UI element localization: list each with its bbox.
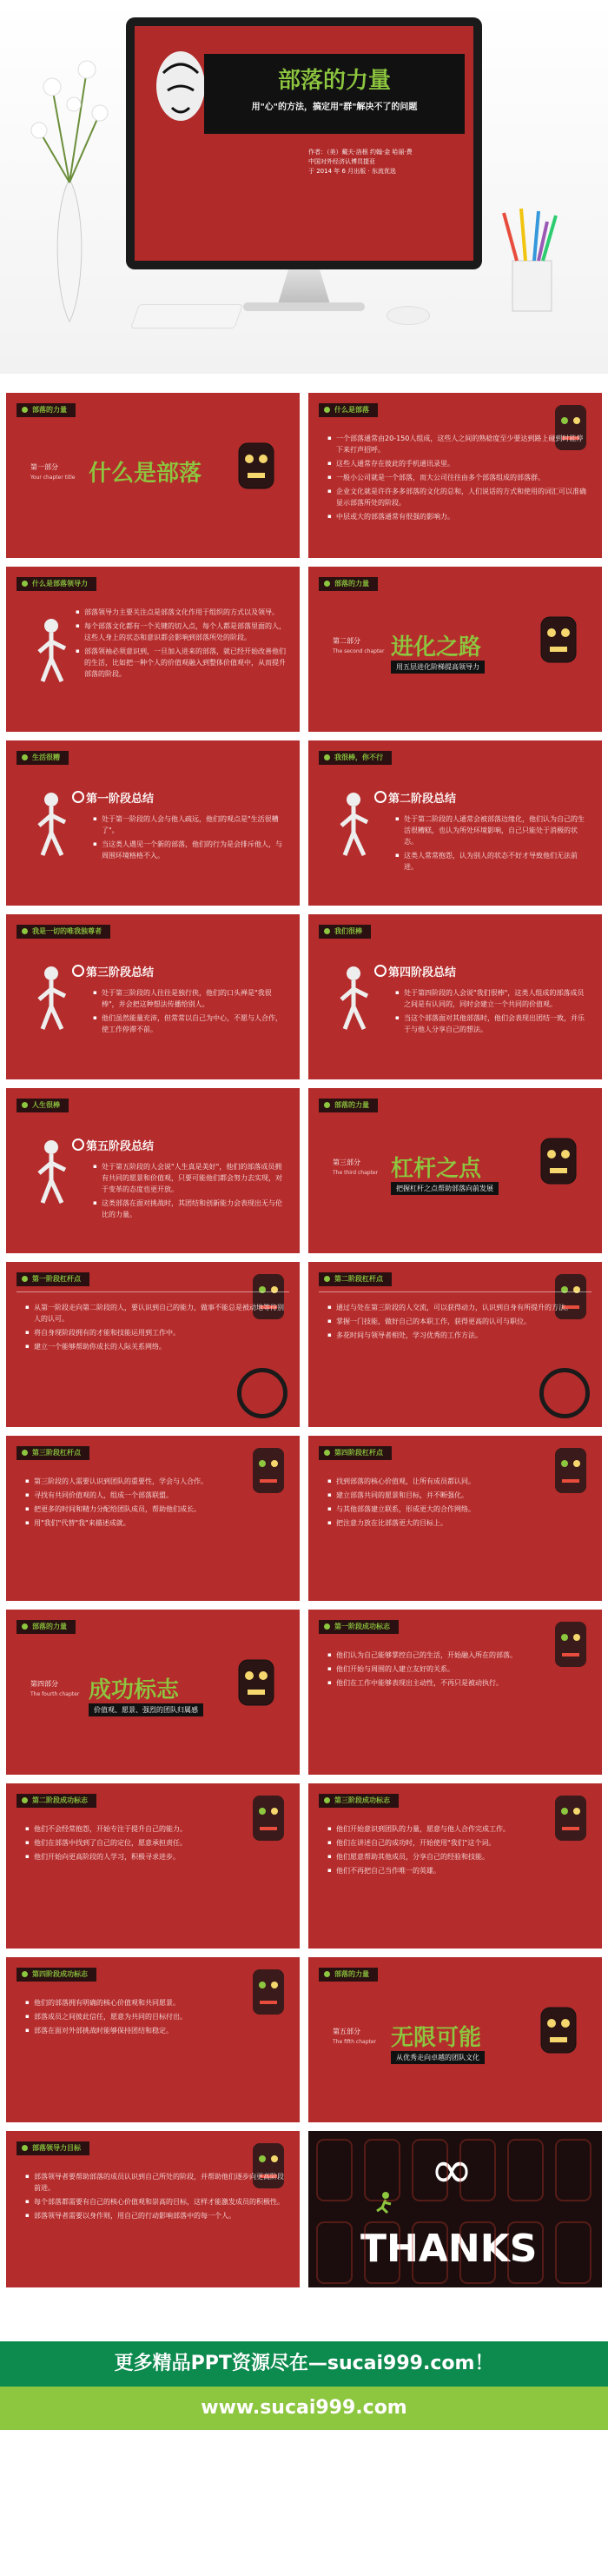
cover-meta-line: 于 2014 年 6 月出版 · 东流优选 bbox=[308, 168, 396, 175]
part-label bbox=[30, 1679, 79, 1700]
bullet-item: ▪ 他们开始意识到团队的力量，愿意与他人合作完成工作。 bbox=[327, 1823, 590, 1835]
slide-14[interactable] bbox=[308, 1436, 602, 1601]
slide-3[interactable] bbox=[6, 567, 300, 732]
bullet-item: ▪ 当这个部落面对其他部落时，他们会表现出团结一致，并乐于与他人分享自己的想法。 bbox=[395, 1012, 590, 1035]
part-number: 第四部分 bbox=[30, 1680, 58, 1688]
slide-tag: 部落的力量 bbox=[319, 1968, 378, 1982]
part-number: 第二部分 bbox=[333, 637, 360, 645]
stage-title: 第五阶段总结 bbox=[86, 1137, 154, 1153]
ring-decoration bbox=[237, 1368, 287, 1418]
bullet-list bbox=[25, 1823, 287, 1865]
bullet-item: ▪ 他们在工作中能够表现出主动性，不再只是被动执行。 bbox=[327, 1677, 590, 1689]
bullet-list bbox=[327, 1476, 590, 1531]
slide-tag: 第三阶段成功标志 bbox=[319, 1794, 399, 1808]
bullet-list bbox=[25, 2171, 287, 2224]
slide-tag: 第三阶段杠杆点 bbox=[17, 1446, 89, 1460]
cover-title-bar bbox=[204, 54, 465, 134]
slide-17[interactable] bbox=[6, 1783, 300, 1949]
slide-13[interactable] bbox=[6, 1436, 300, 1601]
part-en: The second chapter bbox=[333, 648, 385, 654]
slide-tag: 我很棒，你不行 bbox=[319, 751, 392, 765]
slide-10[interactable] bbox=[308, 1088, 602, 1253]
bullet-item: ▪ 处于第三阶段的人往往是独行侠，他们的口头禅是"我很棒"，并会把这种想法传播给别人。 bbox=[93, 987, 287, 1010]
bullet-item: ▪ 把更多的时间和精力分配给团队成员，帮助他们成长。 bbox=[25, 1504, 287, 1515]
bullet-list bbox=[76, 607, 287, 682]
bullet-item: ▪ 这类人常常抱怨，认为别人的状态不好才导致他们无法前进。 bbox=[395, 850, 590, 873]
bullet-item: ▪ 企业文化就是许许多多部落的文化的总和，人们说话的方式和使用的词汇可以准确显示部落所处的阶段。 bbox=[327, 486, 590, 508]
part-en: The fifth chapter bbox=[333, 2039, 377, 2045]
bullet-list bbox=[395, 813, 590, 875]
bullet-item: ▪ 处于第二阶段的人通常会被部落边缘化，他们认为自己的生活很糟糕，也认为所处环境影响，自己只能处于消极的状态。 bbox=[395, 813, 590, 847]
bullet-item: ▪ 处于第四阶段的人会说"我们很棒"，这类人组成的部落成员之间是有认同的，同时会建立一个共同的价值观。 bbox=[395, 987, 590, 1010]
monitor-base bbox=[243, 302, 365, 311]
bullet-item: ▪ 这类部落在面对挑战时，其团结和创新能力会表现出无与伦比的力量。 bbox=[93, 1198, 287, 1220]
mouse-icon bbox=[387, 306, 430, 325]
face-figure-icon bbox=[25, 963, 77, 1032]
bullet-item: ▪ 一般小公司就是一个部落，而大公司往往由多个部落组成的部落群。 bbox=[327, 472, 590, 483]
slide-tag: 我们很棒 bbox=[319, 925, 371, 939]
bullet-item: ▪ 每个部落文化都有一个关键的切入点，每个人都是部落里面的人，这些人身上的状态和意识都会影响到部落所处的阶段。 bbox=[76, 621, 287, 643]
section-subtitle: 从优秀走向卓越的团队文化 bbox=[391, 2051, 485, 2064]
stage-title: 第四阶段总结 bbox=[388, 963, 456, 979]
promo-url-banner[interactable]: www.sucai999.com bbox=[0, 2387, 608, 2430]
bullet-item: ▪ 一个部落通常由20-150人组成，这些人之间的熟稔度至少要达到路上碰到时能停下来打声招呼。 bbox=[327, 433, 590, 455]
bullet-list bbox=[327, 1650, 590, 1691]
slide-18[interactable] bbox=[308, 1783, 602, 1949]
stage-title: 第二阶段总结 bbox=[388, 789, 456, 806]
promo-banner[interactable]: 更多精品PPT资源尽在—sucai999.com！ bbox=[0, 2341, 608, 2387]
tribal-face-icon bbox=[150, 47, 211, 125]
bullet-list bbox=[93, 987, 287, 1038]
bullet-item: ▪ 找到部落的核心价值观，让所有成员都认同。 bbox=[327, 1476, 590, 1487]
bullet-item: ▪ 部落领导者要帮助部落的成员认识到自己所处的阶段，并帮助他们逐步向更高阶段前进。 bbox=[25, 2171, 287, 2194]
bullet-item: ▪ 他们不会经常抱怨，开始专注于提升自己的能力。 bbox=[25, 1823, 287, 1835]
part-label bbox=[333, 2027, 376, 2048]
slide-6[interactable] bbox=[308, 740, 602, 906]
bullet-item: ▪ 多花时间与领导者相处，学习优秀的工作方法。 bbox=[327, 1330, 590, 1341]
bottom-spacer bbox=[0, 2430, 608, 2576]
bullet-item: ▪ 他们在部落中找到了自己的定位，愿意承担责任。 bbox=[25, 1837, 287, 1849]
keyboard-icon bbox=[130, 304, 243, 329]
slide-tag: 部落的力量 bbox=[319, 577, 378, 591]
slide-tag: 部落的力量 bbox=[17, 1620, 76, 1634]
part-en: Your chapter title bbox=[30, 475, 76, 481]
slide-12[interactable] bbox=[308, 1262, 602, 1427]
slide-tag: 部落的力量 bbox=[319, 1099, 378, 1112]
tribal-mask-icon bbox=[539, 2006, 578, 2055]
slide-5[interactable] bbox=[6, 740, 300, 906]
bullet-list bbox=[327, 1302, 590, 1344]
bullet-item: ▪ 每个部落都需要有自己的核心价值观和崇高的目标，这样才能激发成员的积极性。 bbox=[25, 2196, 287, 2208]
section-subtitle: 把握杠杆之点帮助部落向前发展 bbox=[391, 1182, 499, 1195]
tribal-mask-icon bbox=[539, 615, 578, 664]
part-en: The fourth chapter bbox=[30, 1691, 80, 1697]
divider bbox=[319, 1291, 591, 1292]
slide-tag: 部落的力量 bbox=[17, 403, 76, 417]
bullet-item: ▪ 通过与处在第三阶段的人交流，可以获得动力，认识到自身有所提升的方法。 bbox=[327, 1302, 590, 1313]
mask-pattern-icon bbox=[308, 2131, 602, 2296]
bullet-list bbox=[25, 1302, 287, 1355]
bullet-item: ▪ 这些人通常存在彼此的手机通讯录里。 bbox=[327, 458, 590, 469]
monitor-stand bbox=[278, 269, 330, 304]
slide-tag: 第四阶段成功标志 bbox=[17, 1968, 96, 1982]
hero-section bbox=[0, 0, 608, 374]
section-title: 进化之路 bbox=[391, 634, 482, 661]
headdress-figure-icon bbox=[25, 789, 77, 859]
section-title: 什么是部落 bbox=[89, 461, 202, 487]
slide-2[interactable] bbox=[308, 393, 602, 558]
bullet-item: ▪ 他们开始向更高阶段的人学习，积极寻求进步。 bbox=[25, 1851, 287, 1862]
bullet-item: ▪ 处于第五阶段的人会说"人生真是美好"，他们的部落成员拥有共同的愿景和价值观，只要可能他们都会努力去实现，对于变革的态度也更开放。 bbox=[93, 1161, 287, 1195]
bullet-list bbox=[93, 1161, 287, 1223]
bullet-item: ▪ 部落在面对外部挑战时能够保持团结和稳定。 bbox=[25, 2025, 287, 2036]
slide-tag: 生活很糟 bbox=[17, 751, 69, 765]
bullet-item: ▪ 从第一阶段走向第二阶段的人，要认识到自己的能力，做事不能总是被动地等待别人的认可。 bbox=[25, 1302, 287, 1325]
thanks-title: THANKS bbox=[360, 2227, 538, 2271]
slide-21[interactable] bbox=[6, 2131, 300, 2296]
bullet-list bbox=[93, 813, 287, 864]
slide-16[interactable] bbox=[308, 1610, 602, 1775]
tribal-mask-icon bbox=[539, 1137, 578, 1185]
bullet-list bbox=[25, 1997, 287, 2039]
slide-15[interactable] bbox=[6, 1610, 300, 1775]
slide-8[interactable] bbox=[308, 914, 602, 1079]
section-title: 杠杆之点 bbox=[391, 1156, 482, 1182]
bullet-item: ▪ 他们愿意帮助其他成员，分享自己的经验和技能。 bbox=[327, 1851, 590, 1862]
bullet-item: ▪ 处于第一阶段的人会与他人疏远，他们的观点是"生活很糟了"。 bbox=[93, 813, 287, 836]
bullet-item: ▪ 他们开始与周围的人建立友好的关系。 bbox=[327, 1663, 590, 1675]
part-number: 第一部分 bbox=[30, 463, 58, 471]
ring-decoration bbox=[539, 1368, 590, 1418]
bullet-item: ▪ 当这类人遇见一个新的部落，他们的行为是会排斥他人，与周围环境格格不入。 bbox=[93, 839, 287, 861]
bullet-item: ▪ 他们的部落拥有明确的核心价值观和共同愿景。 bbox=[25, 1997, 287, 2008]
runner-figure-icon bbox=[25, 615, 77, 685]
warrior-figure-icon bbox=[327, 789, 380, 859]
slide-tag: 第二阶段杠杆点 bbox=[319, 1272, 392, 1286]
slide-11[interactable] bbox=[6, 1262, 300, 1427]
cover-slide bbox=[135, 26, 473, 261]
slide-20[interactable] bbox=[308, 1957, 602, 2122]
bullet-item: ▪ 与其他部落建立联系，形成更大的合作网络。 bbox=[327, 1504, 590, 1515]
section-subtitle: 用五层进化阶梯提高领导力 bbox=[391, 661, 485, 674]
bullet-item: ▪ 他们虽然能量充沛，但常常以自己为中心，不愿与人合作，使工作停滞不前。 bbox=[93, 1012, 287, 1035]
slide-4[interactable] bbox=[308, 567, 602, 732]
section-title: 成功标志 bbox=[89, 1677, 180, 1703]
mask-figure-icon bbox=[25, 1137, 77, 1206]
bullet-item: ▪ 他们认为自己能够掌控自己的生活，开始融入所在的部落。 bbox=[327, 1650, 590, 1661]
divider bbox=[17, 1291, 289, 1292]
bullet-item: ▪ 用"我们"代替"我"来描述成就。 bbox=[25, 1517, 287, 1529]
bullet-item: ▪ 寻找有共同价值观的人，组成一个部落联盟。 bbox=[25, 1490, 287, 1501]
slide-tag: 第四阶段杠杆点 bbox=[319, 1446, 392, 1460]
cover-meta-line: 中国对外经济认博员提亚 bbox=[308, 158, 375, 165]
bullet-item: ▪ 他们不再把自己当作唯一的英雄。 bbox=[327, 1865, 590, 1876]
part-number: 第三部分 bbox=[333, 1159, 360, 1166]
slide-tag: 第二阶段成功标志 bbox=[17, 1794, 96, 1808]
runner-figure-icon bbox=[327, 963, 380, 1032]
slide-tag: 我是一切的唯我独尊者 bbox=[17, 925, 110, 939]
flower-vase-icon bbox=[26, 52, 113, 330]
bullet-item: ▪ 中层或大的部落通常有很强的影响力。 bbox=[327, 511, 590, 522]
part-label bbox=[30, 462, 75, 483]
bullet-item: ▪ 建立部落共同的愿景和目标，并不断强化。 bbox=[327, 1490, 590, 1501]
bullet-item: ▪ 第三阶段的人需要认识到团队的重要性，学会与人合作。 bbox=[25, 1476, 287, 1487]
stage-title: 第三阶段总结 bbox=[86, 963, 154, 979]
cover-title: 部落的力量 bbox=[277, 68, 391, 94]
slide-9[interactable] bbox=[6, 1088, 300, 1253]
bullet-item: ▪ 将自身现阶段拥有的才能和技能运用到工作中。 bbox=[25, 1327, 287, 1338]
bullet-list bbox=[327, 433, 590, 525]
part-label bbox=[333, 636, 384, 657]
slide-tag: 第一阶段杠杆点 bbox=[17, 1272, 89, 1286]
bullet-item: ▪ 部落领导力主要关注点是部落文化作用于组织的方式以及领导。 bbox=[76, 607, 287, 618]
slide-1[interactable] bbox=[6, 393, 300, 558]
bullet-item: ▪ 建立一个能够帮助你成长的人际关系网络。 bbox=[25, 1341, 287, 1352]
stage-title: 第一阶段总结 bbox=[86, 789, 154, 806]
cover-meta-line: 作者：（美）戴夫·洛根 约翰·金 哈丽·费 bbox=[308, 149, 413, 156]
part-label bbox=[333, 1158, 378, 1178]
bullet-list bbox=[327, 1823, 590, 1879]
bullet-list bbox=[395, 987, 590, 1038]
slide-22[interactable] bbox=[308, 2131, 602, 2296]
slide-7[interactable] bbox=[6, 914, 300, 1079]
bullet-list bbox=[25, 1476, 287, 1531]
slide-tag: 部落领导力目标 bbox=[17, 2141, 89, 2155]
bullet-item: ▪ 部落领导者需要以身作则，用自己的行动影响部落中的每一个人。 bbox=[25, 2210, 287, 2221]
monitor bbox=[126, 17, 482, 269]
cover-meta bbox=[308, 148, 456, 176]
bullet-item: ▪ 掌握一门技能，做好自己的本职工作，获得更高的认可与职位。 bbox=[327, 1316, 590, 1327]
slide-tag: 什么是部落领导力 bbox=[17, 577, 96, 591]
cover-subtitle: 用"心"的方法，搞定用"群"解决不了的问题 bbox=[251, 103, 418, 112]
bullet-item: ▪ 部落领袖必须意识到，一旦加入进来的部落，就已经开始改善他们的生活，比如把一种个人的价值观融入到整体价值观中，从而提升部落的阶段。 bbox=[76, 646, 287, 680]
pencil-cup-icon bbox=[499, 209, 565, 313]
section-title: 无限可能 bbox=[391, 2025, 482, 2051]
slide-19[interactable] bbox=[6, 1957, 300, 2122]
bullet-item: ▪ 他们在讲述自己的成功时，开始使用"我们"这个词。 bbox=[327, 1837, 590, 1849]
part-number: 第五部分 bbox=[333, 2028, 360, 2035]
tribal-mask-icon bbox=[237, 1658, 275, 1707]
slide-tag: 什么是部落 bbox=[319, 403, 378, 417]
tribal-mask-icon bbox=[237, 442, 275, 490]
infinity-icon: ∞ bbox=[430, 2140, 473, 2201]
bullet-item: ▪ 部落成员之间彼此信任，愿意为共同的目标付出。 bbox=[25, 2011, 287, 2022]
slide-tag: 人生很棒 bbox=[17, 1099, 69, 1112]
bullet-item: ▪ 把注意力放在比部落更大的目标上。 bbox=[327, 1517, 590, 1529]
slide-tag: 第一阶段成功标志 bbox=[319, 1620, 399, 1634]
section-subtitle: 价值观、愿景、强烈的团队归属感 bbox=[89, 1703, 203, 1716]
part-en: The third chapter bbox=[333, 1170, 379, 1176]
